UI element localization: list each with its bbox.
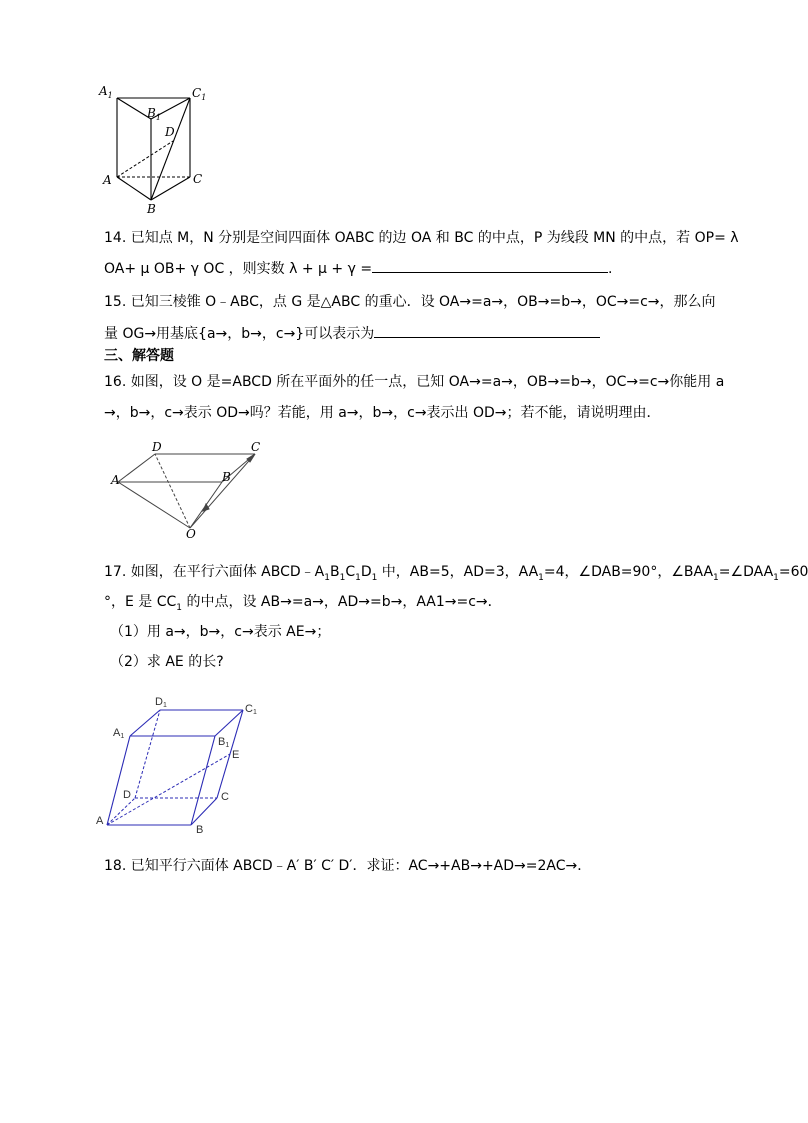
- prism-label-a1: $A_1$: [99, 84, 113, 100]
- prism-label-c: C: [193, 172, 203, 186]
- pyr-edge-oc: [190, 454, 255, 528]
- prism-edge-a1b1: [117, 98, 151, 119]
- hex-label-b: B: [196, 824, 204, 836]
- hex-label-a1: A1: [113, 727, 125, 740]
- pyr-edge-da: [118, 454, 155, 482]
- q14-answer-blank[interactable]: [372, 257, 608, 273]
- pyr-label-d: D: [152, 440, 162, 454]
- prism-label-b: B: [147, 202, 156, 216]
- hexahedron-figure: [95, 688, 275, 838]
- pyr-label-c: C: [251, 440, 261, 454]
- hex-edge-dd1: [135, 710, 160, 798]
- q17-part1: （1）用 a→，b→，c→表示 AE→；: [110, 624, 331, 640]
- q15-line2-text: 量 OG→用基底{a→，b→，c→}可以表示为: [104, 326, 375, 342]
- hex-label-d1: D1: [155, 696, 167, 709]
- hex-edge-bb1: [191, 736, 215, 825]
- prism-edge-ab: [117, 177, 151, 200]
- q15-line1: 15. 已知三棱锥 O﹣ABC，点 G 是△ABC 的重心．设 OA→=a→，OB→=b→，OC→=c→，那么向: [104, 294, 716, 310]
- prism-label-c1: $C_1$: [192, 86, 207, 102]
- q14-line2: [104, 257, 613, 279]
- pyr-label-b: B: [222, 470, 231, 484]
- hex-edge-aa1: [107, 736, 130, 825]
- q14-end: .: [608, 261, 613, 277]
- prism-figure: [95, 80, 225, 215]
- section-heading: 三、解答题: [104, 348, 174, 364]
- q17-part2: （2）求 AE 的长?: [110, 654, 224, 670]
- q16-line2: →，b→，c→表示 OD→吗？若能，用 a→，b→，c→表示出 OD→；若不能，请说明理由．: [104, 405, 661, 421]
- hex-label-c1: C1: [245, 703, 257, 716]
- hex-label-a: A: [96, 815, 104, 827]
- q17-line2: °，E 是 $CC_1$ 的中点，设 AB→=a→，AD→=b→，AA1→=c→．: [104, 594, 502, 613]
- q14-line2-text: OA+ μ OB+ γ OC ，则实数 λ + μ + γ =: [104, 261, 373, 277]
- prism-label-d: D: [165, 125, 175, 139]
- pyr-arrow-c: [247, 454, 255, 462]
- hex-label-d: D: [123, 789, 131, 801]
- prism-edge-bc: [151, 177, 190, 200]
- q17-line1: 17. 如图，在平行六面体 $ABCD﹣A_1B_1C_1D_1$ 中，AB=5，AD=3，$AA_1=4$，∠DAB=90°，$\angle BAA_1=\angle DAA_1=60$: [104, 564, 808, 583]
- prism-label-b1: $B_1$: [147, 106, 161, 122]
- pyr-label-o: O: [186, 527, 196, 541]
- q18-line: 18. 已知平行六面体 ABCD﹣A′ B′ C′ D′．求证：AC→+AB→+AD→=2AC→．: [104, 858, 592, 874]
- q15-answer-blank[interactable]: [374, 322, 600, 338]
- prism-segment-ad: [117, 141, 173, 177]
- q16-line1: 16. 如图，设 O 是=ABCD 所在平面外的任一点，已知 OA→=a→，OB→=b→，OC→=c→你能用 a: [104, 374, 725, 390]
- pyr-label-a: A: [111, 473, 120, 487]
- pyramid-figure: [110, 440, 270, 540]
- q15-line2: [104, 322, 600, 344]
- hex-label-e: E: [232, 749, 240, 761]
- q14-line1: 14. 已知点 M，N 分别是空间四面体 OABC 的边 OA 和 BC 的中点，P 为线段 MN 的中点，若 OP= λ: [104, 230, 739, 246]
- hex-label-b1: B1: [218, 736, 230, 749]
- prism-label-a: A: [103, 173, 112, 187]
- hex-edge-a1d1: [130, 710, 160, 736]
- hex-label-c: C: [221, 791, 229, 803]
